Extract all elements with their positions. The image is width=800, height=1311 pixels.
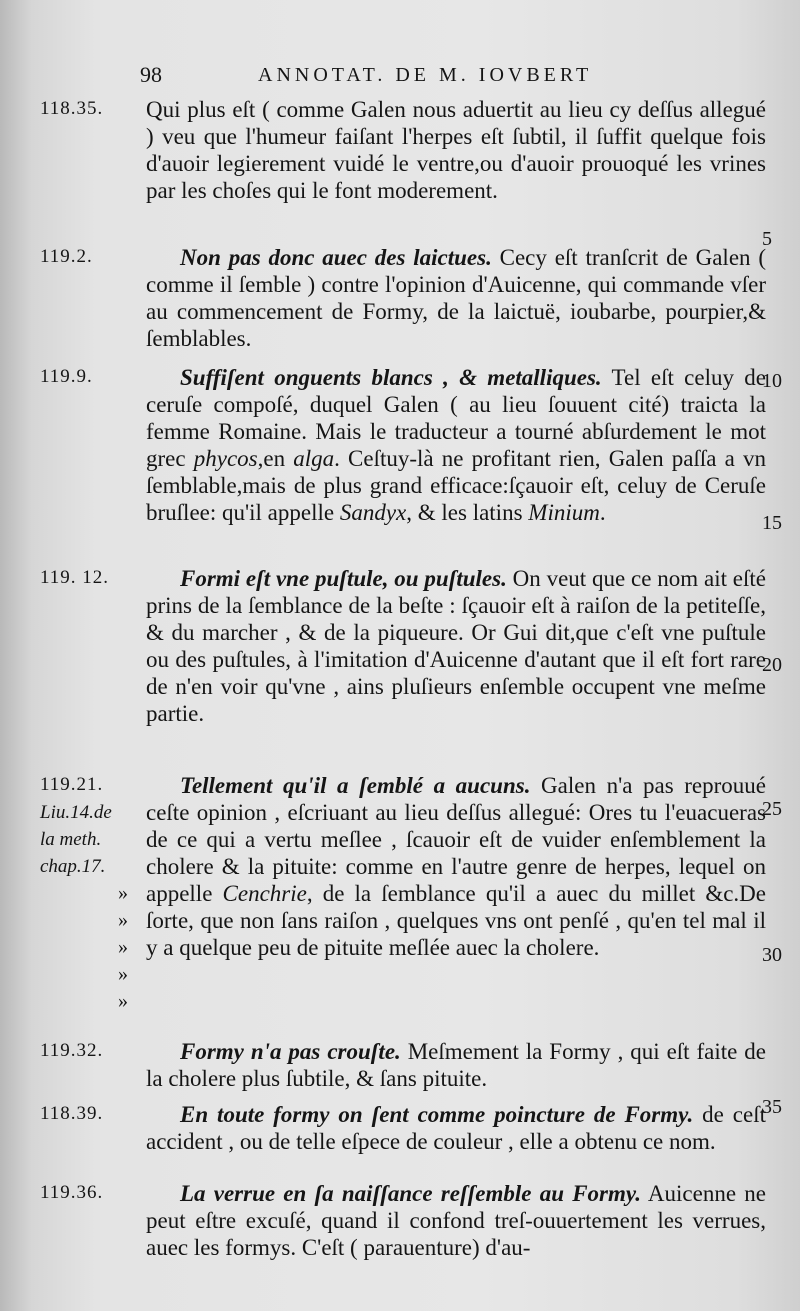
quotation-mark: » (118, 963, 128, 985)
margin-note: chap.17. (40, 856, 106, 877)
line-number: 25 (762, 798, 782, 820)
line-number: 15 (762, 512, 782, 534)
entry-reference: 119. 12. (40, 567, 110, 588)
entry-text: Qui plus eſt ( comme Galen nous aduertit au lieu cy deſſus allegué ) veu que l'humeur faiſant l'herpes eſt ſubtil, il ſuffit quelque fois d'auoir legierement vuidé le ventre,ou d'auoir prouoqué les vrines par les choſes qui le font moderement. (146, 97, 766, 203)
entry-text: Formy n'a pas crouſte. Meſmement la Formy , qui eſt faite de la cholere plus ſubtile, & ſans pituite. (146, 1039, 766, 1091)
entry-text: Suffiſent onguents blancs , & metalliques. Tel eſt celuy de ceruſe compoſé, duquel Galen ( au lieu ſouuent cité) traicta la femme Romaine. Mais le traducteur a tourné abſurdement le mot grec phycos,en alga. Ceſtuy-là ne profitant rien, Galen paſſa a vn ſemblable,mais de plus grand efficace:ſçauoir eſt, celuy de Ceruſe bruſlee: qu'il appelle Sandyx, & les latins Minium. (146, 365, 767, 525)
line-number: 30 (762, 944, 782, 966)
entry-text: Non pas donc auec des laictues. Cecy eſt tranſcrit de Galen ( comme il ſemble ) contre l'opinion d'Auicenne, qui commande vſer au commencement de Formy, de la laictuë, ioubarbe, pourpier,& ſemblables. (146, 245, 766, 351)
entry-reference: 119.9. (40, 366, 93, 387)
entry-lemma: Formy n'a pas crouſte. (180, 1039, 401, 1064)
page-header (0, 60, 800, 96)
running-title: ANNOTAT. DE M. IOVBERT (258, 64, 593, 86)
line-number: 5 (762, 228, 772, 250)
entry-lemma: La verrue en ſa naiſſance reſſemble au Formy. (180, 1181, 641, 1206)
entry-reference: 118.35. (40, 98, 104, 119)
quotation-mark: » (118, 936, 128, 958)
entry-lemma: Non pas donc auec des laictues. (180, 245, 492, 270)
quotation-mark: » (118, 990, 128, 1012)
entry-lemma: En toute formy on ſent comme poincture de Formy. (180, 1102, 694, 1127)
entry-reference: 118.39. (40, 1103, 104, 1124)
entry-text: Tellement qu'il a ſemblé a aucuns. Galen n'a pas reprouué ceſte opinion , eſcriuant au lieu deſſus allegué: Ores tu l'euacueras de ce qui a vertu meſlee , ſcauoir eſt de vuider enſemblement la cholere & la pituite: comme en l'autre genre de herpes, lequel on appelle Cenchrie, de la ſemblance qu'il a auec du millet &c.De ſorte, que non ſans raiſon , quelques vns ont penſé , qu'en tel mal il y a quelque peu de pituite meſlée auec la cholere. (146, 773, 767, 960)
line-number: 20 (762, 654, 782, 676)
entry-lemma: Tellement qu'il a ſemblé a aucuns. (180, 773, 531, 798)
line-number: 35 (762, 1096, 782, 1118)
page-number: 98 (140, 62, 162, 87)
entry-reference: 119.32. (40, 1040, 104, 1061)
entry-reference: 119.21. (40, 774, 104, 795)
entry-text: En toute formy on ſent comme poincture de Formy. de ceſt accident , ou de telle eſpece de couleur , elle a obtenu ce nom. (146, 1102, 766, 1154)
quotation-mark: » (118, 882, 128, 904)
quotation-mark: » (118, 909, 128, 931)
entry-reference: 119.2. (40, 246, 93, 267)
entry-reference: 119.36. (40, 1182, 104, 1203)
entry-text: Formi eſt vne puſtule, ou puſtules. On veut que ce nom ait eſté prins de la ſemblance de la beſte : ſçauoir eſt à raiſon de la petiteſſe, & du marcher , & de la piqueure. Or Gui dit,que c'eſt vne puſtule ou des puſtules, à l'imitation d'Auicenne d'autant que il eſt fort rare de n'en voir qu'vne , ains pluſieurs enſemble occupent vne meſme partie. (146, 566, 766, 726)
entry-lemma: Suffiſent onguents blancs , & metalliques. (180, 365, 602, 390)
margin-note: la meth. (40, 829, 102, 850)
margin-note: Liu.14.de (40, 802, 112, 823)
entry-lemma: Formi eſt vne puſtule, ou puſtules. (180, 566, 507, 591)
line-number: 10 (762, 370, 782, 392)
entry-text: La verrue en ſa naiſſance reſſemble au Formy. Auicenne ne peut eſtre excuſé, quand il confond treſ-ouuertement les verrues, auec les formys. C'eſt ( parauenture) d'au- (146, 1181, 766, 1260)
